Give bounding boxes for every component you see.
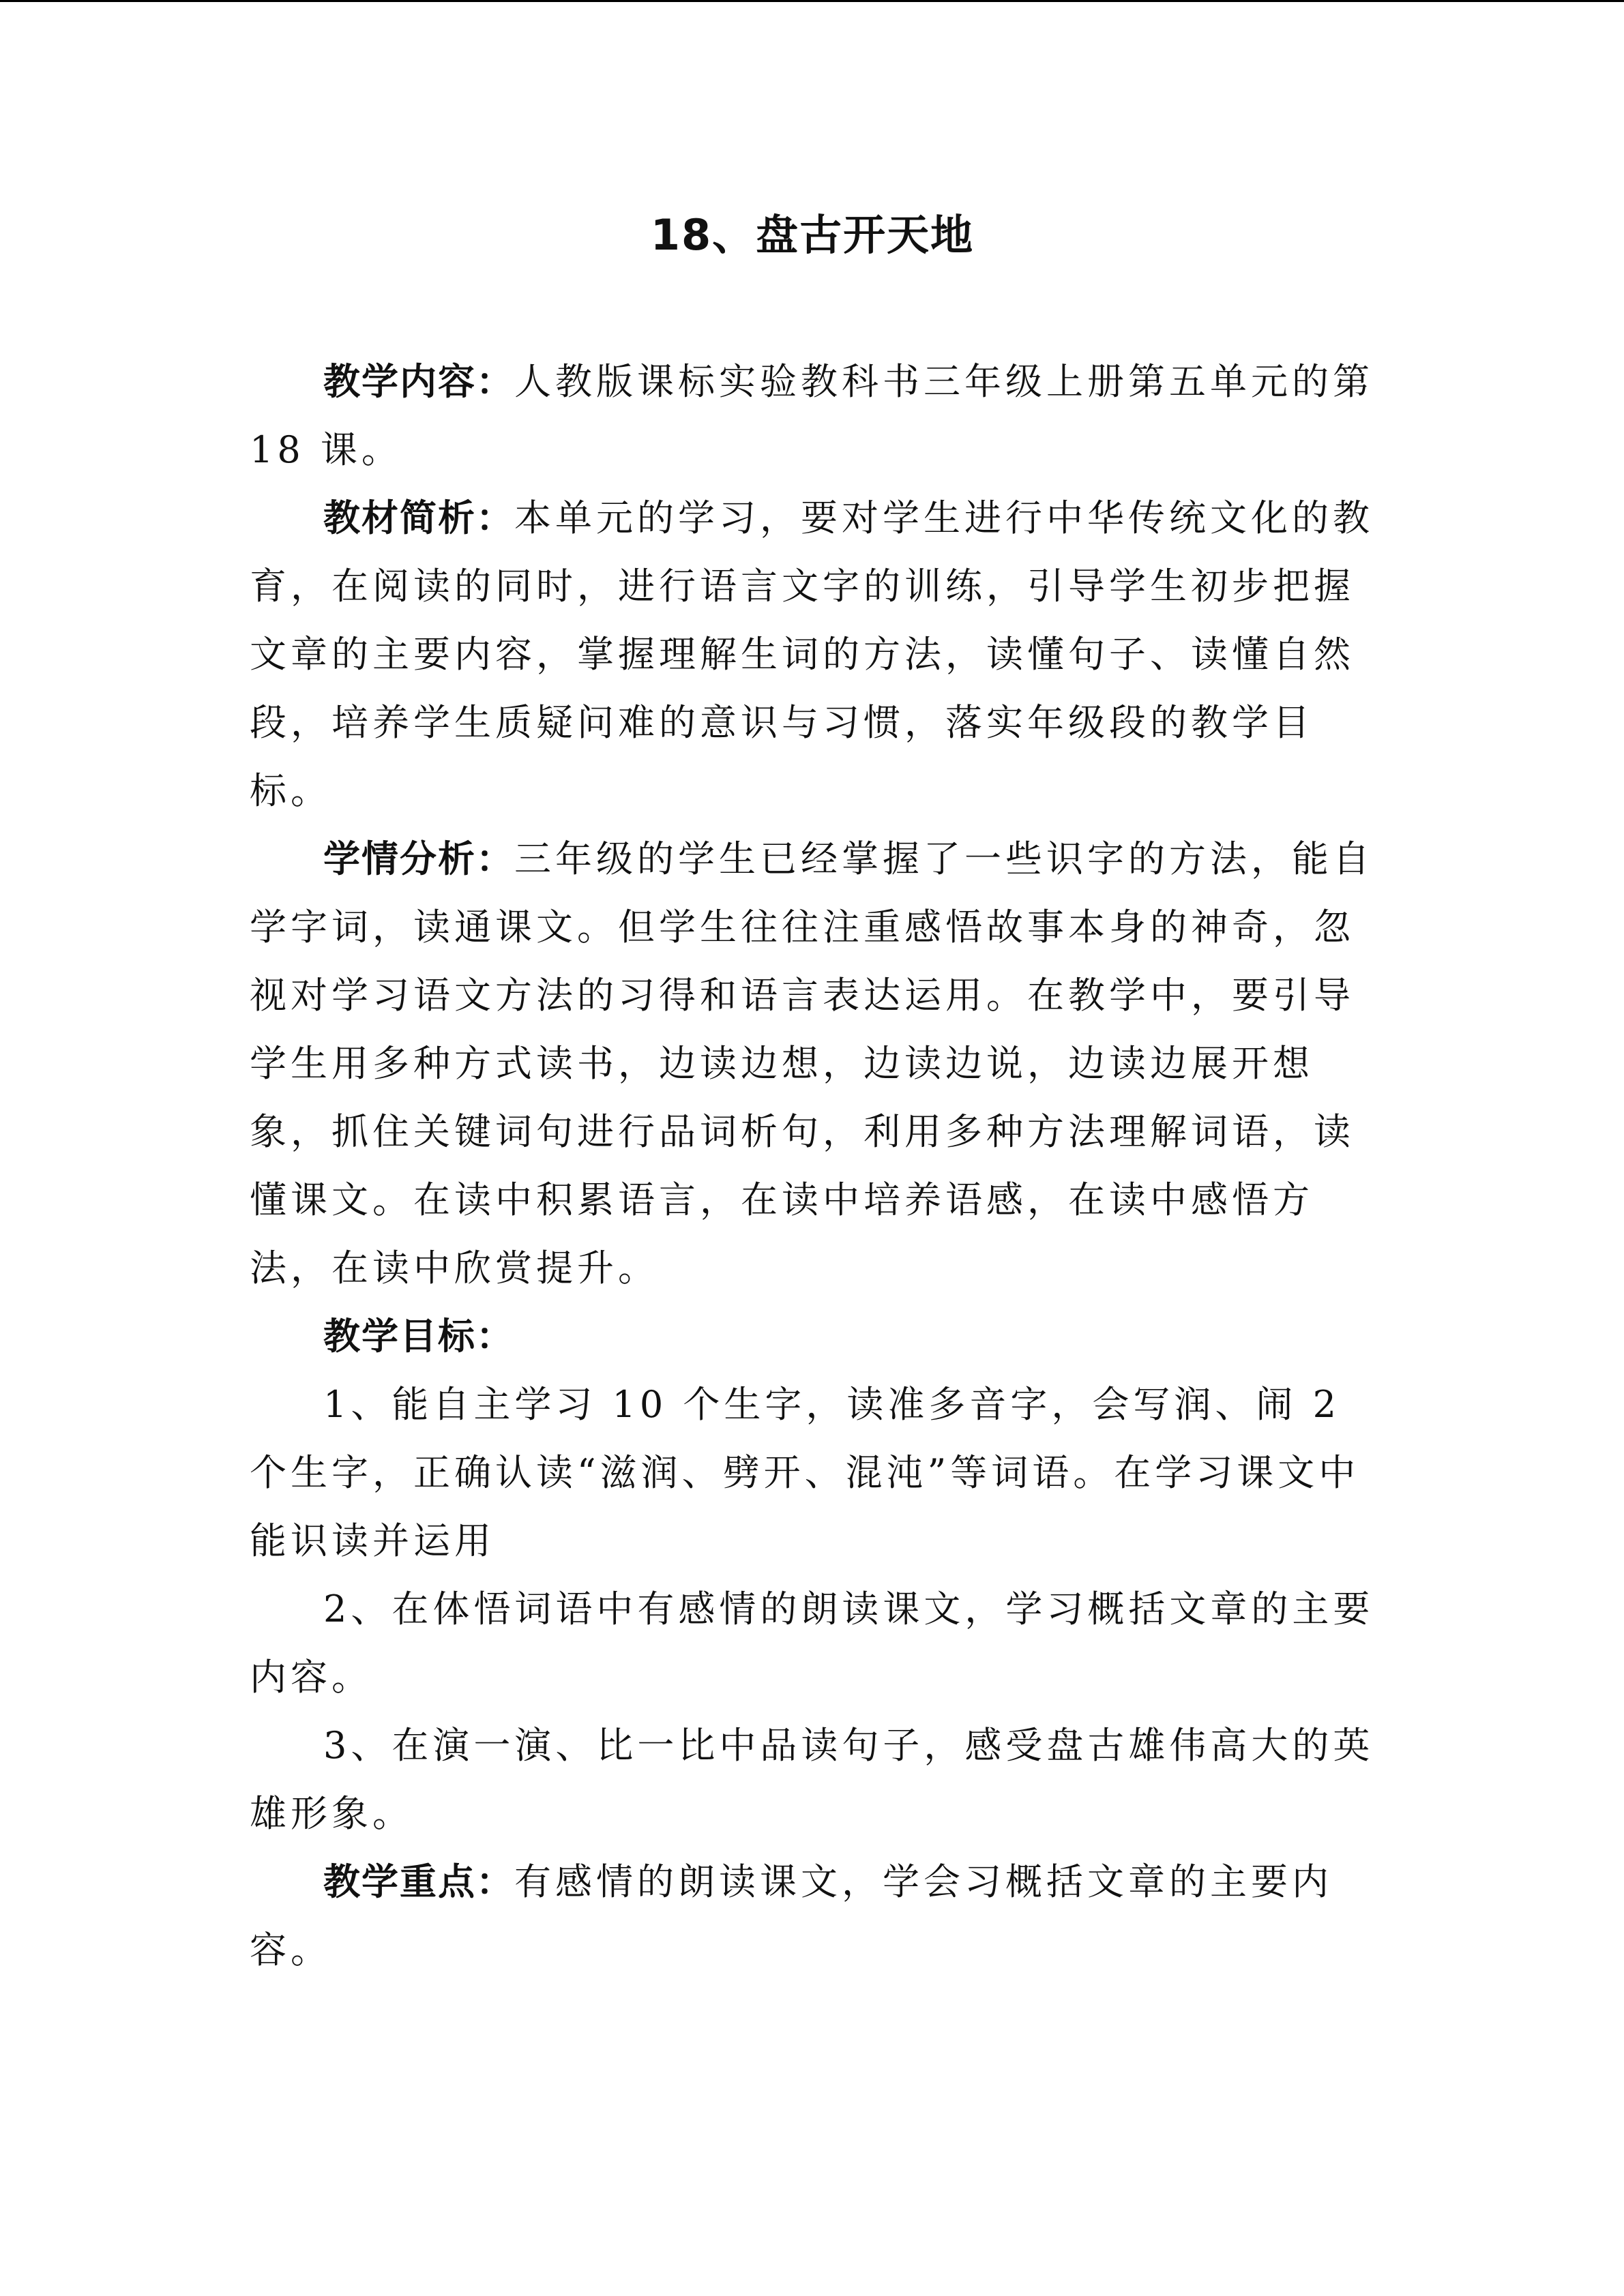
material-analysis-label: 教材简析： bbox=[323, 496, 514, 539]
teaching-goal-item: 1、能自主学习 10 个生字，读准多音字，会写润、闹 2 个生字，正确认读“滋润、劈开、混沌”等词语。在学习课文中能识读并运用 bbox=[250, 1383, 1360, 1562]
teaching-content-label: 教学内容： bbox=[323, 360, 514, 403]
teaching-goal-item: 3、在演一演、比一比中品读句子，感受盘古雄伟高大的英雄形象。 bbox=[250, 1724, 1374, 1835]
document-title: 18、盘古开天地 bbox=[650, 210, 975, 260]
teaching-goals-heading-paragraph bbox=[250, 1302, 1375, 1371]
teaching-focus-paragraph bbox=[250, 1848, 1375, 1984]
document-body bbox=[250, 348, 1375, 1984]
teaching-focus-text: 有感情的朗读课文，学会习概括文章的主要内容。 bbox=[250, 1860, 1333, 1971]
document-page bbox=[250, 205, 1375, 1984]
material-analysis-paragraph bbox=[250, 484, 1375, 825]
teaching-content-text: 人教版课标实验教科书三年级上册第五单元的第 18 课。 bbox=[250, 360, 1374, 471]
teaching-focus-label: 教学重点： bbox=[323, 1860, 514, 1903]
teaching-goals-label: 教学目标： bbox=[323, 1315, 514, 1358]
material-analysis-text: 本单元的学习，要对学生进行中华传统文化的教育，在阅读的同时，进行语言文字的训练，引导学生初步把握文章的主要内容，掌握理解生词的方法，读懂句子、读懂自然段，培养学生质疑问难的意识与习惯，落实年级段的教学目标。 bbox=[250, 496, 1374, 812]
student-analysis-text: 三年级的学生已经掌握了一些识字的方法，能自学字词，读通课文。但学生往往注重感悟故事本身的神奇，忽视对学习语文方法的习得和语言表达运用。在教学中，要引导学生用多种方式读书，边读边想，边读边说，边读边展开想象，抓住关键词句进行品词析句，利用多种方法理解词语，读懂课文。在读中积累语言，在读中培养语感，在读中感悟方法，在读中欣赏提升。 bbox=[250, 837, 1374, 1289]
teaching-content-paragraph bbox=[250, 348, 1375, 484]
student-analysis-paragraph bbox=[250, 825, 1375, 1302]
top-border-line bbox=[0, 0, 1624, 2]
teaching-goal-item: 2、在体悟词语中有感情的朗读课文，学习概括文章的主要内容。 bbox=[250, 1587, 1374, 1699]
student-analysis-label: 学情分析： bbox=[323, 837, 514, 880]
